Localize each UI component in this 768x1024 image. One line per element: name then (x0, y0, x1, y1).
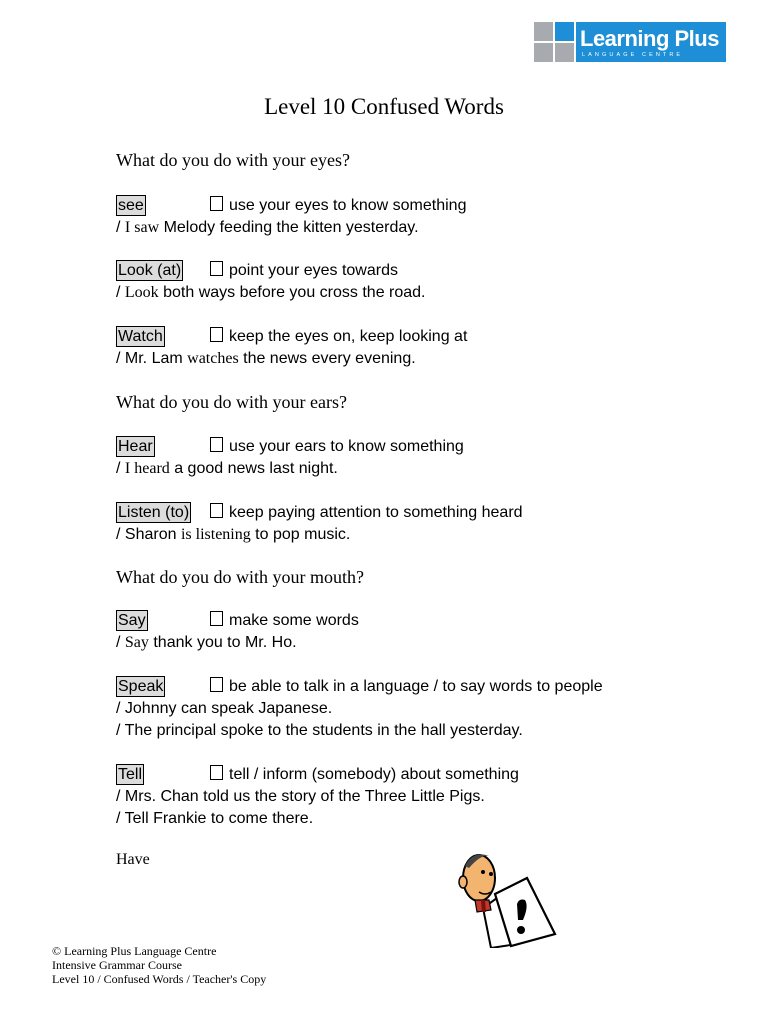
vocab-entry (116, 326, 736, 370)
example-sentence (116, 808, 736, 830)
example-mark: / (116, 460, 121, 477)
example-sentence (116, 632, 736, 654)
example-sentence (116, 348, 736, 370)
example-keyword: is listening (180, 526, 251, 543)
example-prefix: Sharon (124, 526, 181, 543)
example-keyword: Look (124, 284, 159, 301)
example-mark: / (116, 788, 121, 805)
vocab-definition (210, 260, 398, 282)
definition-text: keep the eyes on, keep looking at (229, 328, 468, 345)
thinking-man-clipart (455, 848, 565, 948)
definition-text: point your eyes towards (229, 262, 398, 279)
vocab-entry (116, 610, 736, 654)
checkbox-icon (210, 437, 223, 452)
vocab-definition (210, 195, 466, 217)
section-question: What do you do with your eyes? (116, 150, 350, 170)
vocab-word: Look (at) (118, 262, 182, 279)
vocab-entry (116, 676, 736, 742)
closing-text: Have (116, 851, 150, 868)
example-text: Johnny can speak Japanese. (124, 700, 333, 717)
vocab-word: Speak (118, 678, 164, 695)
checkbox-icon (210, 765, 223, 780)
definition-text: make some words (229, 612, 359, 629)
example-sentence (116, 698, 736, 720)
vocab-entry (116, 502, 736, 546)
vocab-definition (210, 764, 519, 786)
footer-copyright: © Learning Plus Language Centre (52, 944, 217, 958)
vocab-definition (210, 502, 523, 524)
logo-wordmark (576, 22, 726, 62)
vocab-word: see (118, 197, 144, 214)
example-mark: / (116, 810, 121, 827)
section-question: What do you do with your mouth? (116, 567, 364, 587)
vocab-entry (116, 260, 736, 304)
example-mark: / (116, 350, 121, 367)
example-prefix: Mr. Lam (124, 350, 188, 367)
definition-text: use your eyes to know something (229, 197, 467, 214)
checkbox-icon (210, 327, 223, 342)
checkbox-icon (210, 196, 223, 211)
vocab-definition (210, 436, 464, 458)
vocab-definition (210, 326, 467, 348)
vocab-definition (210, 676, 603, 698)
logo-subtitle: LANGUAGE CENTRE (582, 52, 684, 58)
example-mark: / (116, 700, 121, 717)
example-text: The principal spoke to the students in the hall yesterday. (124, 722, 523, 739)
example-text: a good news last night. (169, 460, 338, 477)
vocab-word: Tell (118, 766, 143, 783)
example-mark: / (116, 722, 121, 739)
definition-text: tell / inform (somebody) about something (229, 766, 519, 783)
example-text: both ways before you cross the road. (158, 284, 426, 301)
example-keyword: Say (124, 634, 149, 651)
example-text: to pop music. (250, 526, 351, 543)
checkbox-icon (210, 677, 223, 692)
vocab-definition (210, 610, 359, 632)
example-sentence (116, 786, 736, 808)
section-question: What do you do with your ears? (116, 392, 347, 412)
checkbox-icon (210, 611, 223, 626)
vocab-entry (116, 764, 736, 830)
example-text: the news every evening. (238, 350, 416, 367)
vocab-word: Listen (to) (118, 504, 190, 521)
logo (534, 22, 726, 62)
example-text: Tell Frankie to come there. (124, 810, 314, 827)
logo-mark-icon (534, 22, 574, 62)
vocab-entry (116, 195, 736, 239)
example-mark: / (116, 526, 121, 543)
vocab-word: Watch (118, 328, 163, 345)
vocab-word: Hear (118, 438, 153, 455)
example-mark: / (116, 284, 121, 301)
example-sentence (116, 282, 736, 304)
footer-copy: Level 10 / Confused Words / Teacher's Copy (52, 972, 267, 986)
example-keyword: I saw (124, 219, 160, 236)
example-mark: / (116, 219, 121, 236)
checkbox-icon (210, 261, 223, 276)
example-keyword: watches (187, 350, 239, 367)
definition-text: use your ears to know something (229, 438, 464, 455)
page-title: Level 10 Confused Words (264, 94, 504, 119)
example-sentence (116, 720, 736, 742)
example-mark: / (116, 634, 121, 651)
checkbox-icon (210, 503, 223, 518)
definition-text: keep paying attention to something heard (229, 504, 523, 521)
example-text: Melody feeding the kitten yesterday. (159, 219, 419, 236)
vocab-entry (116, 436, 736, 480)
footer (52, 944, 266, 986)
vocab-word: Say (118, 612, 146, 629)
example-sentence (116, 524, 736, 546)
footer-course: Intensive Grammar Course (52, 958, 182, 972)
example-keyword: I heard (124, 460, 170, 477)
example-sentence (116, 217, 736, 239)
logo-name: Learning Plus (580, 26, 719, 51)
definition-text: be able to talk in a language / to say words to people (229, 678, 603, 695)
example-text: thank you to Mr. Ho. (148, 634, 297, 651)
example-text: Mrs. Chan told us the story of the Three Little Pigs. (124, 788, 485, 805)
example-sentence (116, 458, 736, 480)
